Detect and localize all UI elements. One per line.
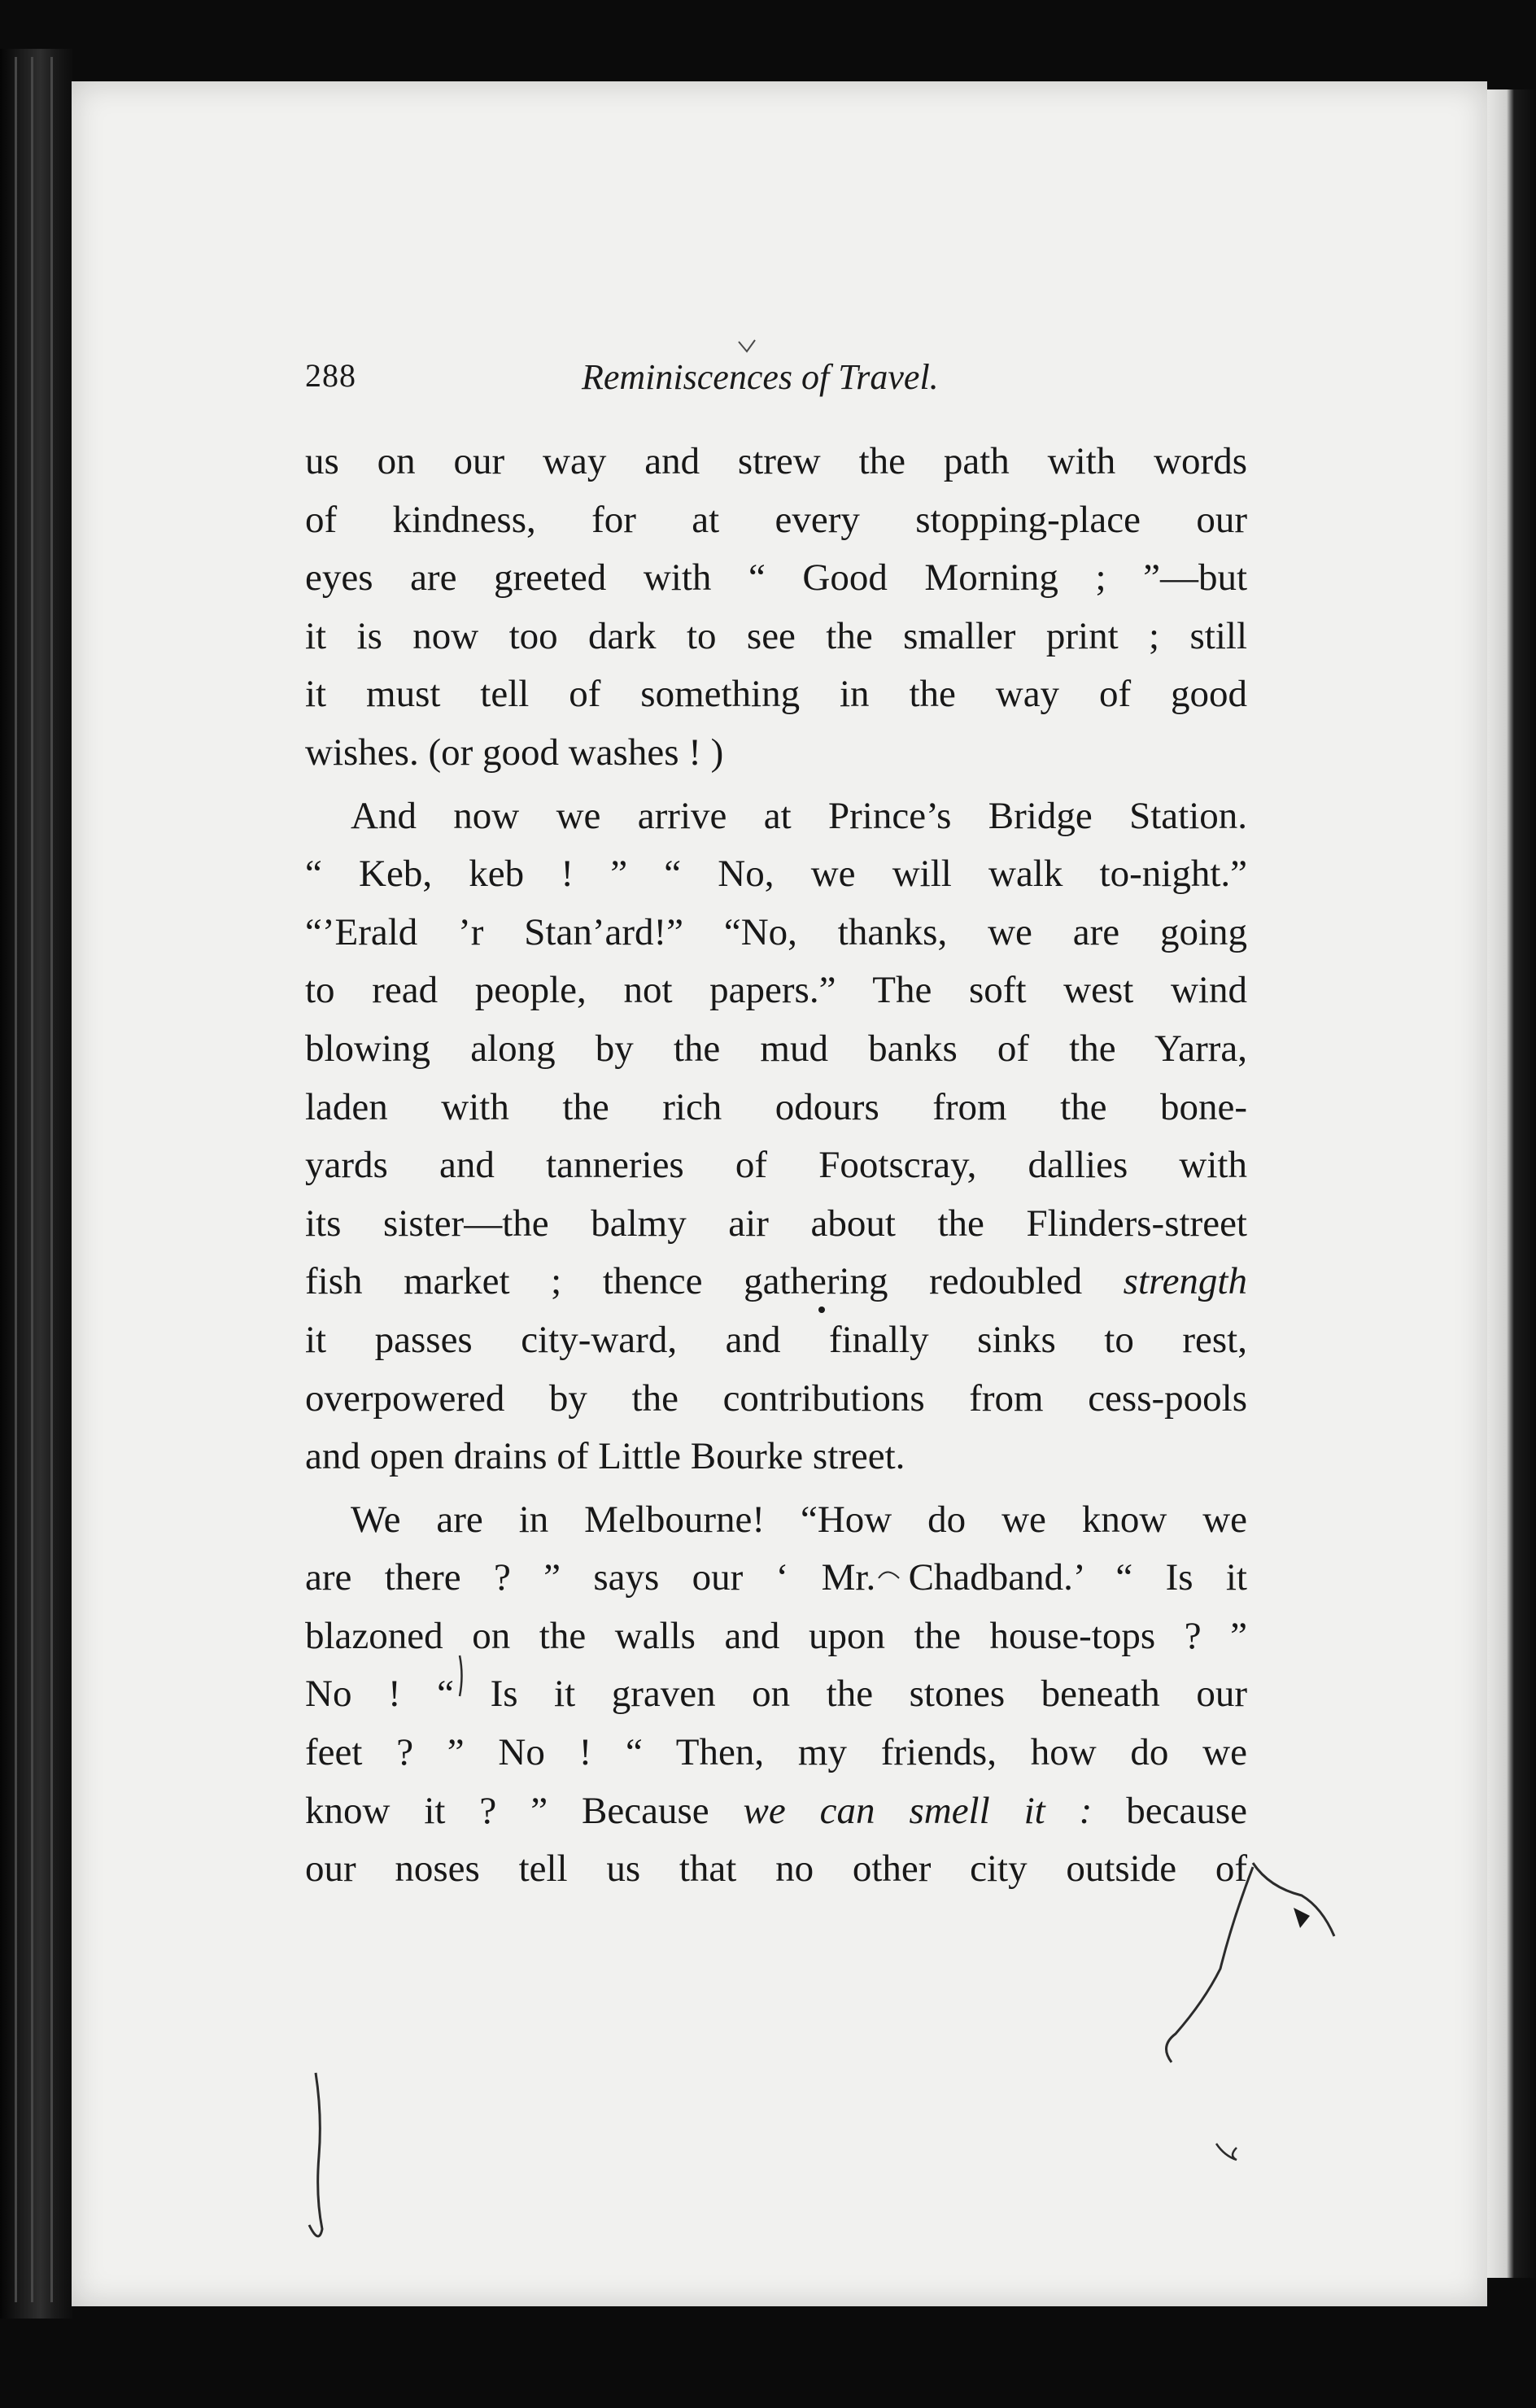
text-segment: because [1092, 1789, 1247, 1832]
page-header [305, 356, 1257, 413]
spine-line [15, 57, 17, 2302]
text-line: laden with the rich odours from the bone- [305, 1085, 1247, 1128]
italic-phrase: we can smell it : [743, 1789, 1093, 1832]
text-line: our noses tell us that no other city outside of [305, 1847, 1247, 1891]
text-line: eyes are greeted with “ Good Morning ; ”—but [305, 556, 1247, 600]
spine-line [31, 57, 33, 2302]
page-edge [1487, 89, 1536, 2278]
text-line: are there ? ” says our ‘ Mr. Chadband.’ “ Is it [305, 1556, 1247, 1599]
text-segment: know it ? ” Because [305, 1789, 744, 1832]
text-line: blazoned on the walls and upon the house-tops ? ” [305, 1614, 1247, 1657]
text-line: No ! “ Is it graven on the stones beneath our [305, 1673, 1247, 1716]
text-line: to read people, not papers.” The soft west wind [305, 969, 1247, 1012]
text-line: We are in Melbourne! “How do we know we [351, 1498, 1247, 1541]
text-line: us on our way and strew the path with words [305, 440, 1247, 482]
running-title: Reminiscences of Travel. [582, 357, 939, 397]
text-line: wishes. (or good washes ! ) [305, 731, 724, 774]
text-line: blowing along by the mud banks of the Yarra, [305, 1027, 1247, 1070]
page-number: 288 [305, 357, 356, 394]
text-line-with-italic [305, 1782, 1247, 1841]
text-line: of kindness, for at every stopping-place our [305, 498, 1247, 541]
text-line: “ Keb, keb ! ” “ No, we will walk to-night.” [305, 853, 1247, 896]
text-line: it is now too dark to see the smaller print ; still [305, 614, 1247, 657]
italic-word: strength [1123, 1260, 1247, 1303]
text-line: “’Erald ’r Stan’ard!” “No, thanks, we are going [305, 910, 1247, 953]
text-line: its sister—the balmy air about the Flinders-street [305, 1202, 1247, 1245]
text-line: feet ? ” No ! “ Then, my friends, how do we [305, 1731, 1247, 1774]
text-line-with-italic [305, 1253, 1247, 1311]
body-text [305, 433, 1247, 1899]
text-segment: fish market ; thence gathering redoubled [305, 1260, 1124, 1303]
spine-line [50, 57, 53, 2302]
text-line: it passes city-ward, and finally sinks to rest, [305, 1318, 1247, 1361]
book-spine [0, 49, 73, 2319]
text-line: it must tell of something in the way of good [305, 673, 1247, 716]
text-line: And now we arrive at Prince’s Bridge Station. [351, 794, 1247, 837]
text-line: overpowered by the contributions from cess-pools [305, 1376, 1247, 1420]
text-line: yards and tanneries of Footscray, dallies with [305, 1144, 1247, 1187]
text-line: and open drains of Little Bourke street. [305, 1435, 905, 1478]
